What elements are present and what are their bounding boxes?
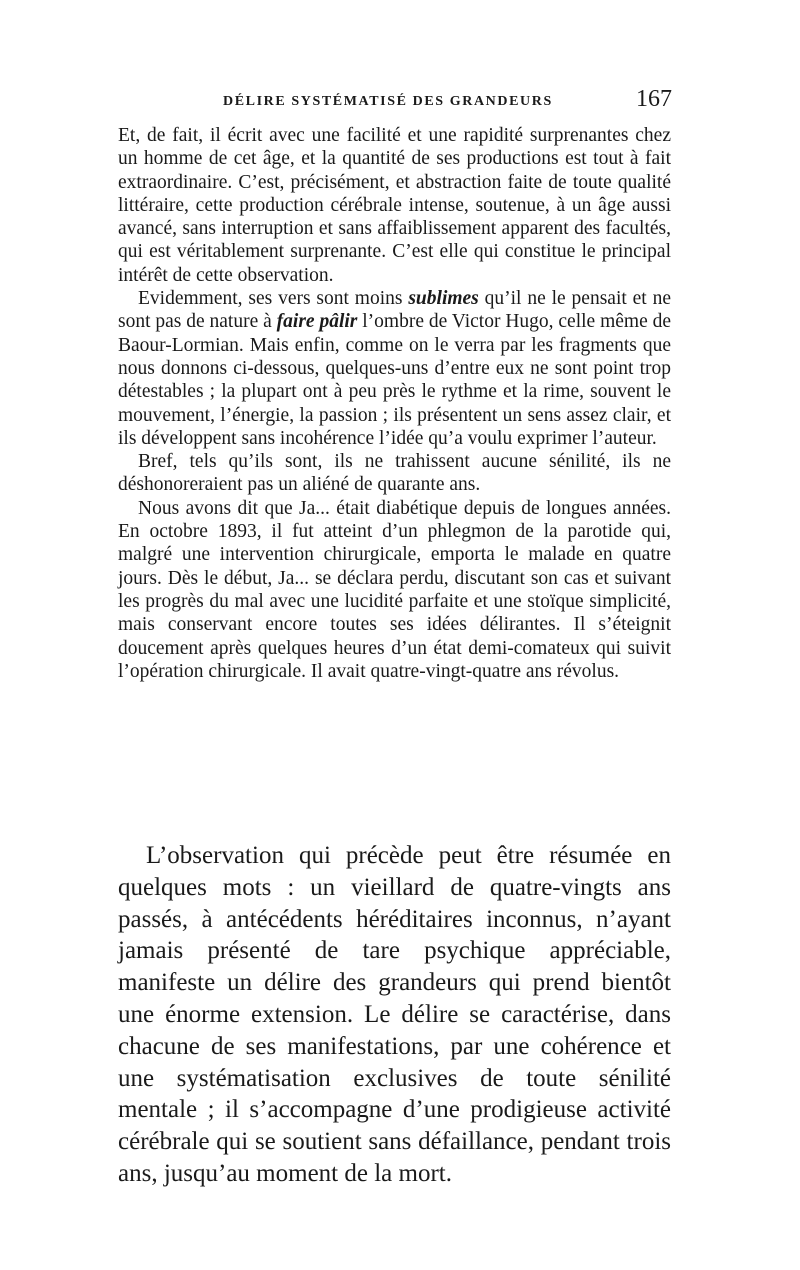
summary-section: [118, 840, 671, 1190]
paragraph-2-part-2: qu’il ne le pensait et ne sont pas de nature à: [118, 288, 671, 333]
paragraph-2-part-3: l’ombre de Victor Hugo, celle même de Baour-Lormian. Mais enfin, comme on le verra par les fragments que nous donnons ci-dessous, quelques-uns d’entre eux ne sont point trop détestables ; la plupart ont à peu près le rythme et la rime, souvent le mouvement, l’énergie, la passion ; ils présentent un sens assez clair, et ils développent sans incohérence l’idée qu’a voulu exprimer l’auteur.: [118, 311, 671, 449]
running-title: DÉLIRE SYSTÉMATISÉ DES GRANDEURS: [223, 94, 553, 109]
main-text: [118, 124, 671, 683]
emphasis-sublimes: sublimes: [408, 288, 479, 310]
page-number: 167: [636, 86, 672, 112]
emphasis-faire-palir: faire pâlir: [276, 311, 358, 333]
paragraph-2: [118, 287, 671, 450]
paragraph-4: Nous avons dit que Ja... était diabétique depuis de longues années. En octobre 1893, il fut atteint d’un phlegmon de la parotide qui, malgré une intervention chirurgicale, emporta le malade en quatre jours. Dès le début, Ja... se déclara perdu, discutant son cas et suivant les progrès du mal avec une lucidité parfaite et une stoïque simplicité, mais conservant encore toutes ses idées délirantes. Il s’éteignit doucement après quelques heures d’un état demi-comateux qui suivit l’opération chirurgicale. Il avait quatre-vingt-quatre ans révolus.: [118, 497, 671, 682]
paragraph-1: Et, de fait, il écrit avec une facilité et une rapidité surprenantes chez un homme de cet âge, et la quantité de ses productions est tout à fait extraordinaire. C’est, précisément, et abstraction faite de toute qualité littéraire, cette production cérébrale intense, soutenue, à un âge aussi avancé, sans interruption et sans affaiblissement apparent des facultés, qui est véritablement surprenante. C’est elle qui constitue le principal intérêt de cette observation.: [118, 125, 671, 286]
paragraph-3: Bref, tels qu’ils sont, ils ne trahissent aucune sénilité, ils ne déshonoreraient pas un aliéné de quarante ans.: [118, 451, 671, 496]
page-header: [118, 86, 678, 120]
paragraph-2-part-1: Evidemment, ses vers sont moins: [138, 288, 409, 310]
summary-paragraph: L’observation qui précède peut être résumée en quelques mots : un vieillard de quatre-vingts ans passés, à antécédents héréditaires inconnus, n’ayant jamais présenté de tare psychique appréciable, manifeste un délire des grandeurs qui prend bientôt une énorme extension. Le délire se caractérise, dans chacune de ses manifestations, par une cohérence et une systématisation exclusives de toute sénilité mentale ; il s’accompagne d’une prodigieuse activité cérébrale qui se soutient sans défaillance, pendant trois ans, jusqu’au moment de la mort.: [118, 842, 671, 1187]
